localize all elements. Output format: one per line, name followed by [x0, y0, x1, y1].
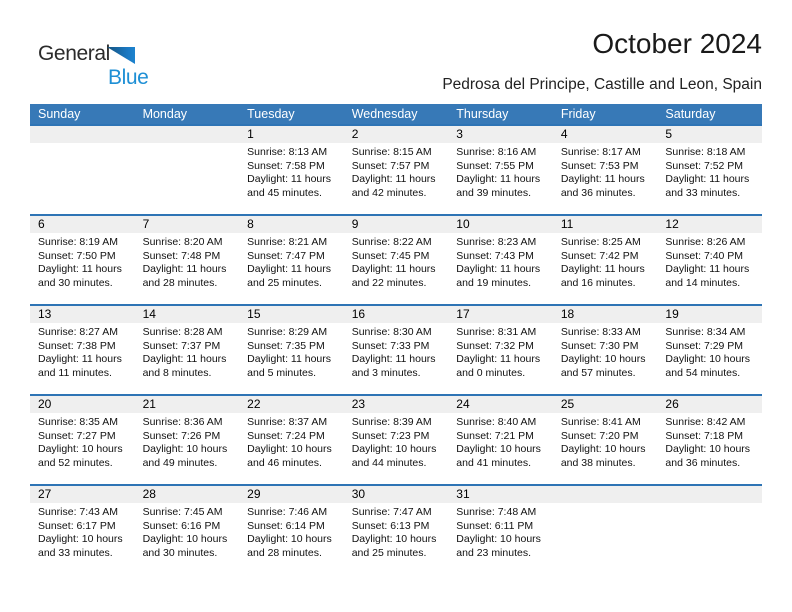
- daylight-text-line2: and 54 minutes.: [665, 366, 741, 379]
- sunset-text: Sunset: 7:45 PM: [351, 249, 430, 262]
- sunrise-text: Sunrise: 8:41 AM: [560, 416, 641, 428]
- calendar: [30, 104, 762, 574]
- day-details: [30, 503, 135, 560]
- sunset-text: Sunset: 7:30 PM: [560, 339, 639, 352]
- daylight-text-line2: and 45 minutes.: [247, 186, 322, 199]
- sunrise-text: Sunrise: 7:47 AM: [351, 506, 432, 518]
- day-details: [135, 413, 240, 470]
- sunrise-text: Sunrise: 8:23 AM: [456, 236, 537, 248]
- sunrise-text: Sunrise: 8:34 AM: [665, 326, 746, 338]
- day-number: 6: [30, 216, 135, 233]
- day-cell-9: [344, 216, 449, 304]
- daylight-text-line1: Daylight: 11 hours: [247, 353, 331, 365]
- daylight-text-line1: Daylight: 10 hours: [142, 443, 228, 455]
- day-number: [30, 126, 135, 143]
- day-cell-26: [657, 396, 762, 484]
- weekday-thursday: Thursday: [456, 107, 509, 121]
- sunrise-text: Sunrise: 8:25 AM: [560, 236, 641, 248]
- daylight-text-line1: Daylight: 11 hours: [351, 263, 436, 275]
- day-number: 20: [30, 396, 135, 413]
- daylight-text-line2: and 46 minutes.: [247, 456, 322, 469]
- day-number: [553, 486, 658, 503]
- daylight-text-line2: and 14 minutes.: [665, 276, 741, 289]
- day-details: [135, 323, 240, 380]
- day-details: [657, 233, 762, 290]
- location-subtitle: Pedrosa del Principe, Castille and Leon, Spain: [442, 76, 762, 93]
- sunrise-text: Sunrise: 7:45 AM: [142, 506, 223, 518]
- day-details: [657, 413, 762, 470]
- day-details: [553, 143, 658, 200]
- sunrise-text: Sunrise: 8:27 AM: [38, 326, 118, 338]
- sunset-text: Sunset: 7:58 PM: [247, 159, 325, 172]
- daylight-text-line2: and 5 minutes.: [247, 366, 317, 379]
- week-row: [30, 124, 762, 214]
- day-details: [344, 413, 449, 470]
- day-details: [657, 323, 762, 380]
- sunrise-text: Sunrise: 8:26 AM: [665, 236, 746, 248]
- sunrise-text: Sunrise: 8:40 AM: [456, 416, 537, 428]
- sunset-text: Sunset: 6:16 PM: [142, 519, 221, 532]
- day-cell-18: [553, 306, 658, 394]
- day-cell-28: [135, 486, 240, 574]
- daylight-text-line1: Daylight: 11 hours: [38, 353, 122, 365]
- sunrise-text: Sunrise: 8:19 AM: [38, 236, 118, 248]
- daylight-text-line2: and 33 minutes.: [665, 186, 741, 199]
- calendar-grid: [30, 124, 762, 574]
- day-number: 29: [239, 486, 344, 503]
- day-cell-20: [30, 396, 135, 484]
- day-cell-10: [448, 216, 553, 304]
- day-number: 15: [239, 306, 344, 323]
- daylight-text-line1: Daylight: 11 hours: [247, 173, 331, 185]
- daylight-text-line2: and 25 minutes.: [247, 276, 322, 289]
- day-number: 11: [553, 216, 658, 233]
- sunrise-text: Sunrise: 8:22 AM: [351, 236, 432, 248]
- sunset-text: Sunset: 7:18 PM: [665, 429, 744, 442]
- day-number: 4: [553, 126, 658, 143]
- sunset-text: Sunset: 6:17 PM: [38, 519, 116, 532]
- sunrise-text: Sunrise: 8:21 AM: [247, 236, 328, 248]
- sunset-text: Sunset: 7:48 PM: [142, 249, 221, 262]
- day-details: [657, 143, 762, 200]
- day-details: [448, 503, 553, 560]
- sunset-text: Sunset: 7:42 PM: [560, 249, 639, 262]
- daylight-text-line2: and 30 minutes.: [142, 546, 218, 559]
- day-number: 2: [344, 126, 449, 143]
- daylight-text-line1: Daylight: 11 hours: [142, 263, 227, 275]
- sunset-text: Sunset: 7:43 PM: [456, 249, 534, 262]
- sunset-text: Sunset: 7:23 PM: [351, 429, 430, 442]
- weekday-tuesday: Tuesday: [247, 107, 295, 121]
- day-details: [344, 323, 449, 380]
- day-cell-30: [344, 486, 449, 574]
- day-details: [135, 503, 240, 560]
- day-cell-2: [344, 126, 449, 214]
- week-row: [30, 304, 762, 394]
- sunset-text: Sunset: 7:38 PM: [38, 339, 116, 352]
- day-cell-13: [30, 306, 135, 394]
- general-blue-logo: [38, 40, 188, 98]
- sunrise-text: Sunrise: 8:15 AM: [351, 146, 432, 158]
- day-number: 26: [657, 396, 762, 413]
- day-details: [448, 233, 553, 290]
- daylight-text-line2: and 42 minutes.: [351, 186, 427, 199]
- logo-triangle-icon: [107, 47, 135, 64]
- day-cell-24: [448, 396, 553, 484]
- daylight-text-line1: Daylight: 11 hours: [351, 353, 436, 365]
- sunrise-text: Sunrise: 8:37 AM: [247, 416, 328, 428]
- day-number: 7: [135, 216, 240, 233]
- day-details: [30, 413, 135, 470]
- day-cell-3: [448, 126, 553, 214]
- daylight-text-line2: and 36 minutes.: [560, 186, 636, 199]
- sunset-text: Sunset: 7:52 PM: [665, 159, 744, 172]
- week-row: [30, 214, 762, 304]
- day-cell-4: [553, 126, 658, 214]
- day-cell-5: [657, 126, 762, 214]
- sunrise-text: Sunrise: 8:42 AM: [665, 416, 746, 428]
- weekday-wednesday: Wednesday: [351, 107, 418, 121]
- day-number: 12: [657, 216, 762, 233]
- day-details: [344, 143, 449, 200]
- day-cell-16: [344, 306, 449, 394]
- day-number: 8: [239, 216, 344, 233]
- daylight-text-line2: and 49 minutes.: [142, 456, 218, 469]
- day-cell-15: [239, 306, 344, 394]
- day-number: 18: [553, 306, 658, 323]
- sunset-text: Sunset: 6:14 PM: [247, 519, 325, 532]
- sunset-text: Sunset: 7:20 PM: [560, 429, 639, 442]
- daylight-text-line2: and 8 minutes.: [142, 366, 212, 379]
- day-number: 31: [448, 486, 553, 503]
- day-details: [344, 233, 449, 290]
- daylight-text-line1: Daylight: 10 hours: [351, 533, 437, 545]
- sunrise-text: Sunrise: 8:36 AM: [142, 416, 223, 428]
- day-cell-1: [239, 126, 344, 214]
- weekday-monday: Monday: [142, 107, 188, 121]
- sunset-text: Sunset: 7:40 PM: [665, 249, 744, 262]
- daylight-text-line2: and 52 minutes.: [38, 456, 113, 469]
- sunset-text: Sunset: 7:53 PM: [560, 159, 639, 172]
- empty-cell: [135, 126, 240, 214]
- daylight-text-line1: Daylight: 11 hours: [247, 263, 331, 275]
- daylight-text-line2: and 33 minutes.: [38, 546, 113, 559]
- daylight-text-line1: Daylight: 10 hours: [560, 353, 646, 365]
- day-details: [553, 413, 658, 470]
- sunrise-text: Sunrise: 8:17 AM: [560, 146, 641, 158]
- sunrise-text: Sunrise: 8:20 AM: [142, 236, 223, 248]
- sunrise-text: Sunrise: 8:16 AM: [456, 146, 537, 158]
- sunset-text: Sunset: 7:32 PM: [456, 339, 534, 352]
- day-cell-17: [448, 306, 553, 394]
- daylight-text-line1: Daylight: 10 hours: [560, 443, 646, 455]
- sunset-text: Sunset: 7:27 PM: [38, 429, 116, 442]
- daylight-text-line1: Daylight: 11 hours: [351, 173, 436, 185]
- day-details: [30, 323, 135, 380]
- sunset-text: Sunset: 7:50 PM: [38, 249, 116, 262]
- day-cell-27: [30, 486, 135, 574]
- daylight-text-line2: and 22 minutes.: [351, 276, 427, 289]
- daylight-text-line1: Daylight: 10 hours: [38, 443, 123, 455]
- day-number: 28: [135, 486, 240, 503]
- empty-cell: [657, 486, 762, 574]
- day-cell-19: [657, 306, 762, 394]
- daylight-text-line1: Daylight: 11 hours: [456, 173, 541, 185]
- daylight-text-line2: and 0 minutes.: [456, 366, 526, 379]
- daylight-text-line1: Daylight: 11 hours: [560, 263, 645, 275]
- week-row: [30, 484, 762, 574]
- day-number: 22: [239, 396, 344, 413]
- logo-text-blue: Blue: [108, 66, 149, 89]
- daylight-text-line2: and 44 minutes.: [351, 456, 427, 469]
- sunset-text: Sunset: 7:24 PM: [247, 429, 325, 442]
- daylight-text-line1: Daylight: 11 hours: [665, 173, 750, 185]
- daylight-text-line2: and 25 minutes.: [351, 546, 427, 559]
- empty-cell: [553, 486, 658, 574]
- day-number: 14: [135, 306, 240, 323]
- day-number: 19: [657, 306, 762, 323]
- daylight-text-line2: and 41 minutes.: [456, 456, 531, 469]
- daylight-text-line2: and 36 minutes.: [665, 456, 741, 469]
- day-number: 13: [30, 306, 135, 323]
- day-cell-8: [239, 216, 344, 304]
- day-details: [448, 413, 553, 470]
- day-number: 25: [553, 396, 658, 413]
- day-cell-23: [344, 396, 449, 484]
- day-details: [239, 323, 344, 380]
- daylight-text-line1: Daylight: 11 hours: [560, 173, 645, 185]
- empty-cell: [30, 126, 135, 214]
- day-details: [448, 143, 553, 200]
- daylight-text-line2: and 3 minutes.: [351, 366, 421, 379]
- day-details: [239, 233, 344, 290]
- day-number: [135, 126, 240, 143]
- sunset-text: Sunset: 7:29 PM: [665, 339, 744, 352]
- day-number: 5: [657, 126, 762, 143]
- sunrise-text: Sunrise: 8:28 AM: [142, 326, 223, 338]
- day-number: 23: [344, 396, 449, 413]
- day-details: [344, 503, 449, 560]
- sunset-text: Sunset: 7:37 PM: [142, 339, 221, 352]
- day-details: [553, 233, 658, 290]
- weekday-friday: Friday: [560, 107, 596, 121]
- sunrise-text: Sunrise: 7:46 AM: [247, 506, 328, 518]
- day-details: [239, 413, 344, 470]
- sunrise-text: Sunrise: 8:13 AM: [247, 146, 328, 158]
- page-title: October 2024: [592, 28, 762, 59]
- daylight-text-line1: Daylight: 10 hours: [456, 443, 541, 455]
- sunset-text: Sunset: 7:55 PM: [456, 159, 534, 172]
- day-number: 21: [135, 396, 240, 413]
- sunset-text: Sunset: 6:11 PM: [456, 519, 534, 532]
- day-details: [553, 323, 658, 380]
- daylight-text-line2: and 19 minutes.: [456, 276, 531, 289]
- day-number: 30: [344, 486, 449, 503]
- sunrise-text: Sunrise: 8:31 AM: [456, 326, 537, 338]
- daylight-text-line2: and 28 minutes.: [247, 546, 322, 559]
- sunrise-text: Sunrise: 8:39 AM: [351, 416, 432, 428]
- daylight-text-line2: and 23 minutes.: [456, 546, 531, 559]
- sunset-text: Sunset: 7:47 PM: [247, 249, 325, 262]
- sunrise-text: Sunrise: 7:48 AM: [456, 506, 537, 518]
- day-number: 17: [448, 306, 553, 323]
- sunrise-text: Sunrise: 8:18 AM: [665, 146, 746, 158]
- sunset-text: Sunset: 6:13 PM: [351, 519, 430, 532]
- daylight-text-line1: Daylight: 10 hours: [142, 533, 228, 545]
- day-number: 24: [448, 396, 553, 413]
- daylight-text-line2: and 39 minutes.: [456, 186, 531, 199]
- daylight-text-line1: Daylight: 10 hours: [351, 443, 437, 455]
- sunset-text: Sunset: 7:35 PM: [247, 339, 325, 352]
- day-cell-14: [135, 306, 240, 394]
- sunset-text: Sunset: 7:33 PM: [351, 339, 430, 352]
- day-number: 1: [239, 126, 344, 143]
- day-cell-11: [553, 216, 658, 304]
- daylight-text-line2: and 28 minutes.: [142, 276, 218, 289]
- daylight-text-line1: Daylight: 11 hours: [142, 353, 227, 365]
- daylight-text-line2: and 57 minutes.: [560, 366, 636, 379]
- day-number: 3: [448, 126, 553, 143]
- day-cell-31: [448, 486, 553, 574]
- day-cell-29: [239, 486, 344, 574]
- week-row: [30, 394, 762, 484]
- daylight-text-line1: Daylight: 10 hours: [456, 533, 541, 545]
- daylight-text-line2: and 11 minutes.: [38, 366, 112, 379]
- sunset-text: Sunset: 7:26 PM: [142, 429, 221, 442]
- day-details: [239, 503, 344, 560]
- sunrise-text: Sunrise: 8:33 AM: [560, 326, 641, 338]
- day-details: [135, 233, 240, 290]
- day-cell-21: [135, 396, 240, 484]
- day-number: 16: [344, 306, 449, 323]
- daylight-text-line1: Daylight: 11 hours: [665, 263, 750, 275]
- day-number: 9: [344, 216, 449, 233]
- day-cell-25: [553, 396, 658, 484]
- day-number: [657, 486, 762, 503]
- day-cell-12: [657, 216, 762, 304]
- daylight-text-line2: and 30 minutes.: [38, 276, 113, 289]
- sunset-text: Sunset: 7:21 PM: [456, 429, 534, 442]
- sunrise-text: Sunrise: 7:43 AM: [38, 506, 118, 518]
- daylight-text-line1: Daylight: 11 hours: [456, 353, 541, 365]
- sunrise-text: Sunrise: 8:30 AM: [351, 326, 432, 338]
- weekday-sunday: Sunday: [38, 107, 81, 121]
- weekday-header-row: [30, 104, 762, 124]
- weekday-saturday: Saturday: [665, 107, 716, 121]
- daylight-text-line1: Daylight: 10 hours: [247, 443, 332, 455]
- daylight-text-line1: Daylight: 10 hours: [247, 533, 332, 545]
- sunset-text: Sunset: 7:57 PM: [351, 159, 430, 172]
- daylight-text-line1: Daylight: 10 hours: [38, 533, 123, 545]
- daylight-text-line1: Daylight: 10 hours: [665, 443, 751, 455]
- day-details: [30, 233, 135, 290]
- day-details: [239, 143, 344, 200]
- sunrise-text: Sunrise: 8:35 AM: [38, 416, 118, 428]
- day-details: [448, 323, 553, 380]
- daylight-text-line1: Daylight: 10 hours: [665, 353, 751, 365]
- sunrise-text: Sunrise: 8:29 AM: [247, 326, 328, 338]
- daylight-text-line1: Daylight: 11 hours: [38, 263, 122, 275]
- daylight-text-line2: and 16 minutes.: [560, 276, 636, 289]
- day-number: 10: [448, 216, 553, 233]
- day-cell-6: [30, 216, 135, 304]
- daylight-text-line2: and 38 minutes.: [560, 456, 636, 469]
- day-cell-7: [135, 216, 240, 304]
- day-cell-22: [239, 396, 344, 484]
- daylight-text-line1: Daylight: 11 hours: [456, 263, 541, 275]
- day-number: 27: [30, 486, 135, 503]
- logo-text-general: General: [38, 42, 110, 65]
